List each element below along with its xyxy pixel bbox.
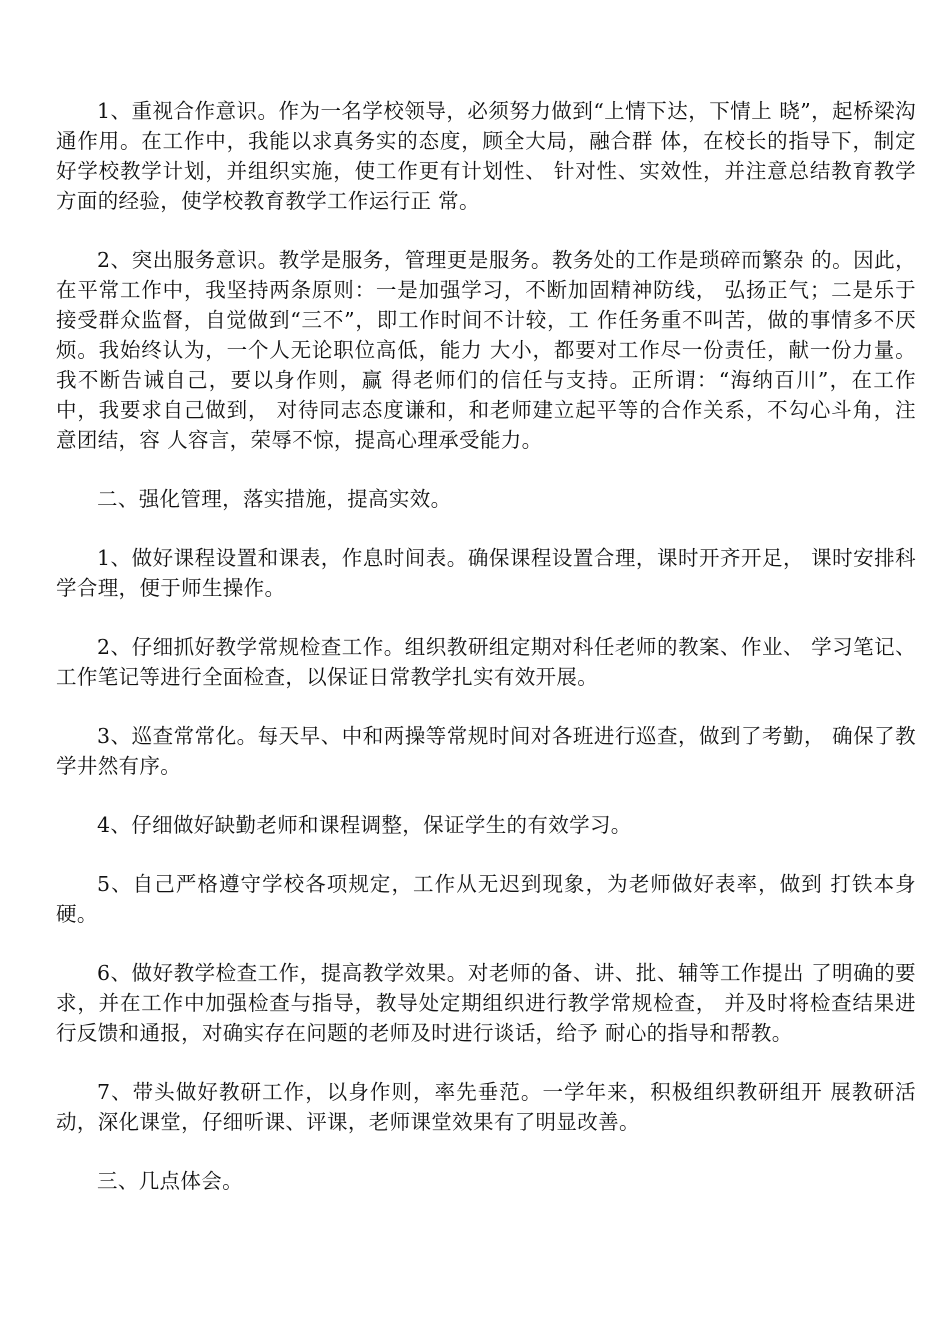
paragraph-patrol: 3、巡查常常化。每天早、中和两操等常规时间对各班进行巡查，做到了考勤， 确保了教学井然有序。 — [56, 724, 916, 778]
section-heading-strengthen-management: 二、强化管理，落实措施，提高实效。 — [97, 487, 452, 511]
paragraph-service-awareness: 2、突出服务意识。教学是服务，管理更是服务。教务处的工作是琐碎而繁杂 的。因此，在平常工作中，我坚持两条原则：一是加强学习，不断加固精神防线， 弘扬正气；二是乐于接受群众监督，自觉做到“三不”，即工作时间不计较，工 作任务重不叫苦，做的事情多不厌烦。我始终认为，一个人无论职位高低，能力 大小，都要对工作尽一份责任，献一份力量。我不断告诫自己，要以身作则，赢 得老师们的信任与支持。正所谓：“海纳百川”，在工作中，我要求自己做到， 对待同志态度谦和，和老师建立起平等的合作关系，不勾心斗角，注意团结，容 人容言，荣辱不惊，提高心理承受能力。 — [56, 248, 916, 452]
paragraph-teaching-research: 7、带头做好教研工作，以身作则，率先垂范。一学年来，积极组织教研组开 展教研活动，深化课堂，仔细听课、评课，老师课堂效果有了明显改善。 — [56, 1080, 916, 1134]
paragraph-course-schedule: 1、做好课程设置和课表，作息时间表。确保课程设置合理，课时开齐开足， 课时安排科学合理，便于师生操作。 — [56, 546, 916, 600]
paragraph-absence-adjustment: 4、仔细做好缺勤老师和课程调整，保证学生的有效学习。 — [97, 813, 632, 837]
paragraph-teaching-inspection: 6、做好教学检查工作，提高教学效果。对老师的备、讲、批、辅等工作提出 了明确的要求，并在工作中加强检查与指导，教导处定期组织进行教学常规检查， 并及时将检查结果进行反馈和通报，对确实存在问题的老师及时进行谈话，给予 耐心的指导和帮教。 — [56, 961, 916, 1045]
document-page — [56, 96, 916, 1225]
paragraph-routine-inspection: 2、仔细抓好教学常规检查工作。组织教研组定期对科任老师的教案、作业、 学习笔记、工作笔记等进行全面检查，以保证日常教学扎实有效开展。 — [56, 635, 916, 689]
paragraph-cooperation-awareness: 1、重视合作意识。作为一名学校领导，必须努力做到“上情下达，下情上 晓”，起桥梁沟通作用。在工作中，我能以求真务实的态度，顾全大局，融合群 体，在校长的指导下，制定好学校教学计划，并组织实施，使工作更有计划性、 针对性、实效性，并注意总结教育教学方面的经验，使学校教育教学工作运行正 常。 — [56, 99, 916, 213]
paragraph-self-discipline: 5、自己严格遵守学校各项规定，工作从无迟到现象，为老师做好表率，做到 打铁本身硬。 — [56, 872, 916, 926]
section-heading-reflections: 三、几点体会。 — [97, 1169, 243, 1193]
